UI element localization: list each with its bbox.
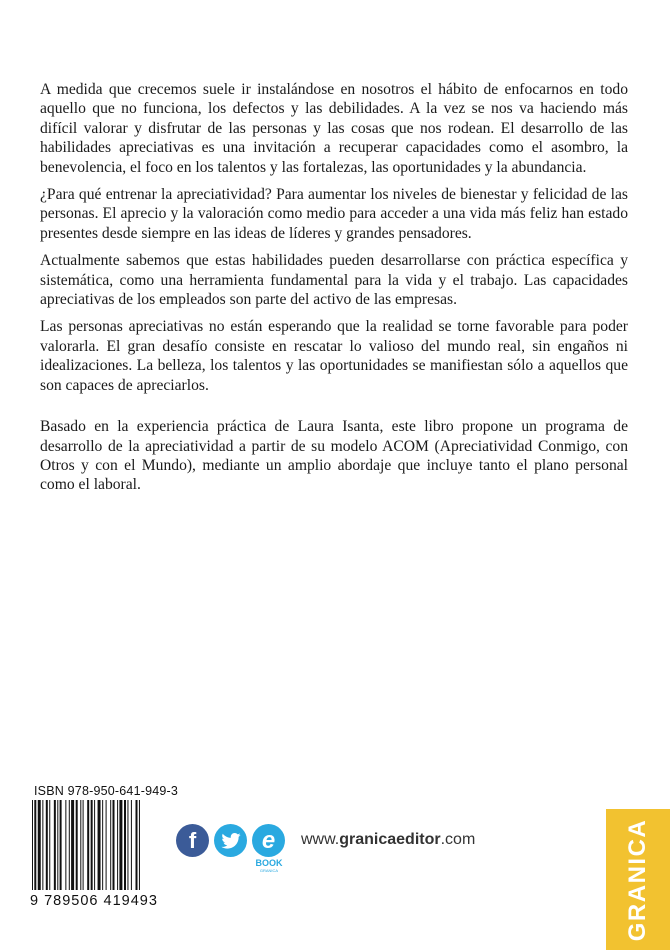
barcode-digits: 9 789506 419493 bbox=[30, 893, 158, 909]
isbn-label: ISBN 978-950-641-949-3 bbox=[34, 784, 179, 798]
paragraph-4: Las personas apreciativas no están esperando que la realidad se torne favorable para poder valorarla. El gran desafío consiste en rescatar lo valioso del mundo real, sin engaños ni idealizaciones. La belleza, los talentos y las oportunidades se manifiestan sólo a aquellos que son capaces de apreciarlos. bbox=[40, 318, 628, 394]
publisher-brand-tab bbox=[606, 809, 670, 950]
barcode-bar bbox=[91, 800, 93, 890]
barcode-bar bbox=[102, 800, 103, 890]
paragraph-3: Actualmente sabemos que estas habilidades pueden desarrollarse con práctica específica y sistemática, como una herramienta fundamental para la vida y el trabajo. Las capacidades apreciativas de los empleados son parte del activo de las empresas. bbox=[40, 252, 628, 309]
barcode-bar bbox=[42, 800, 43, 890]
synopsis bbox=[40, 80, 628, 503]
barcode-bar bbox=[46, 800, 48, 890]
barcode-bar bbox=[106, 800, 107, 890]
twitter-bird-icon bbox=[221, 833, 241, 849]
barcode-bar bbox=[76, 800, 78, 890]
barcode-bar bbox=[60, 800, 62, 890]
barcode bbox=[31, 800, 167, 890]
barcode-bar bbox=[119, 800, 122, 890]
barcode-bar bbox=[32, 800, 33, 890]
publisher-logo-text: GRANICA bbox=[624, 818, 651, 941]
barcode-bar bbox=[49, 800, 50, 890]
social-icons bbox=[176, 824, 296, 874]
paragraph-2: ¿Para qué entrenar la apreciatividad? Para aumentar los niveles de bienestar y felicidad de las personas. El aprecio y la valoración como medio para acceder a una vida más feliz han estado presentes desde siempre en las ideas de líderes y grandes pensadores. bbox=[40, 186, 628, 242]
paragraph-5: Basado en la experiencia práctica de Laura Isanta, este libro propone un programa de desarrollo de la apreciatividad a partir de su modelo ACOM (Apreciatividad Conmigo, con Otros y con el Mundo), mediante un amplio abordaje que incluye tanto el plano personal como el laboral. bbox=[40, 418, 628, 494]
barcode-bar bbox=[69, 800, 70, 890]
barcode-bar bbox=[110, 800, 111, 890]
barcode-bar bbox=[136, 800, 138, 890]
website-suffix: .com bbox=[440, 831, 476, 848]
barcode-bar bbox=[117, 800, 118, 890]
barcode-bar bbox=[54, 800, 56, 890]
website-prefix: www. bbox=[301, 831, 340, 848]
barcode-bar bbox=[80, 800, 81, 890]
twitter-icon[interactable] bbox=[214, 824, 247, 857]
barcode-bar bbox=[65, 800, 66, 890]
ebook-label: BOOK bbox=[255, 858, 283, 868]
barcode-bar bbox=[127, 800, 128, 890]
barcode-bar bbox=[38, 800, 41, 890]
facebook-icon[interactable]: f bbox=[176, 824, 209, 857]
paragraph-1: A medida que crecemos suele ir instalándose en nosotros el hábito de enfocarnos en todo aquello que no funciona, los defectos y las debilidades. A la vez se nos va haciendo más difícil valorar y disfrutar de las personas y las cosas que nos rodean. El desarrollo de las habilidades apreciativas es una invitación a recuperar capacidades como el asombro, la benevolencia, el foco en los talentos y las fortalezas, las oportunidades y la abundancia. bbox=[40, 81, 628, 176]
ebook-sublabel: GRANICA bbox=[259, 868, 279, 873]
barcode-bar bbox=[131, 800, 132, 890]
barcode-bar bbox=[124, 800, 126, 890]
barcode-bar bbox=[83, 800, 84, 890]
barcode-bar bbox=[94, 800, 95, 890]
barcode-bar bbox=[71, 800, 74, 890]
publisher-website[interactable] bbox=[301, 831, 475, 849]
barcode-bar bbox=[139, 800, 140, 890]
barcode-bar bbox=[87, 800, 89, 890]
barcode-bar bbox=[34, 800, 36, 890]
barcode-bar bbox=[113, 800, 115, 890]
barcode-bar bbox=[57, 800, 58, 890]
website-domain: granicaeditor bbox=[339, 831, 441, 848]
ebook-icon[interactable]: e bbox=[252, 824, 285, 857]
barcode-bar bbox=[98, 800, 101, 890]
